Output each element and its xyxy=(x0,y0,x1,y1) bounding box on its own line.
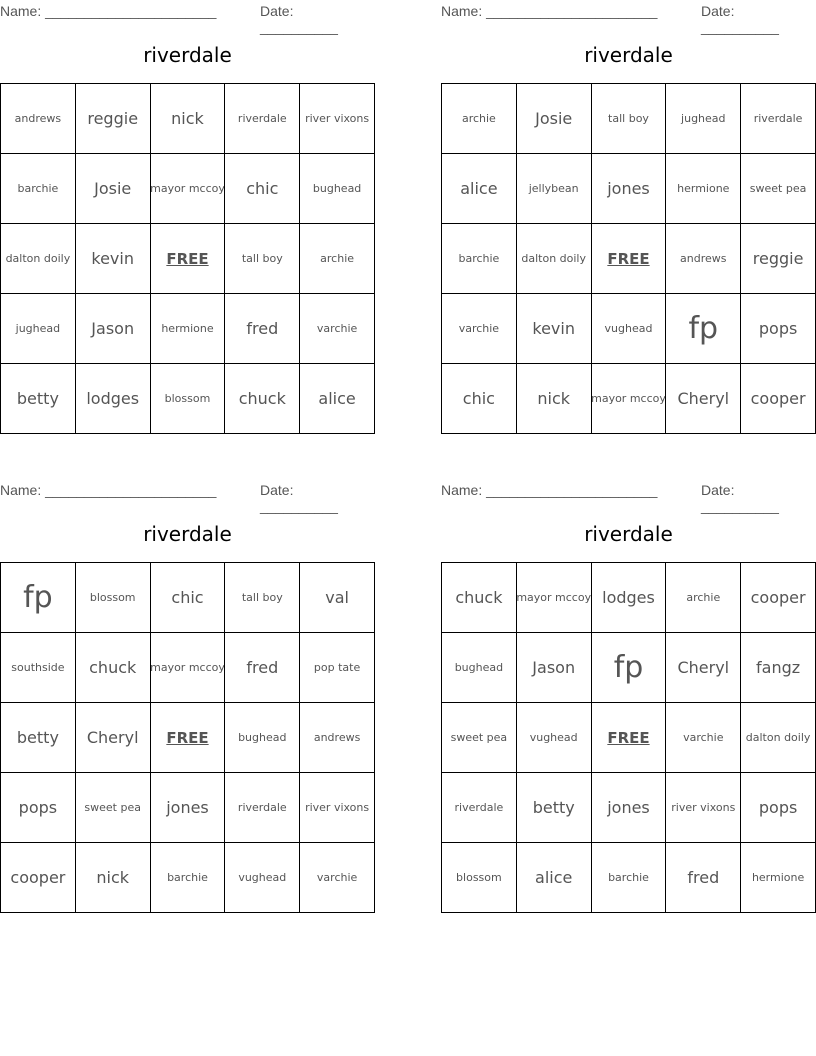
bingo-card-2 xyxy=(441,0,816,440)
date-field-label: Date: __________ xyxy=(701,3,779,35)
bingo-cell[interactable]: chuck xyxy=(225,364,300,434)
card-header xyxy=(0,479,375,514)
bingo-cell[interactable]: cooper xyxy=(741,364,816,434)
bingo-cell[interactable]: jones xyxy=(592,773,667,843)
bingo-cell[interactable]: sweet pea xyxy=(741,154,816,224)
bingo-cell[interactable]: lodges xyxy=(592,563,667,633)
bingo-cell[interactable]: dalton doily xyxy=(741,703,816,773)
bingo-cell[interactable]: tall boy xyxy=(592,84,667,154)
bingo-cell[interactable]: varchie xyxy=(300,843,375,913)
free-space-cell[interactable]: FREE xyxy=(151,224,226,294)
bingo-cell[interactable]: andrews xyxy=(1,84,76,154)
bingo-cell[interactable]: hermione xyxy=(666,154,741,224)
free-space-cell[interactable]: FREE xyxy=(592,224,667,294)
bingo-grid xyxy=(0,562,375,913)
bingo-cell[interactable]: riverdale xyxy=(225,84,300,154)
bingo-cell[interactable]: fred xyxy=(225,294,300,364)
bingo-cell[interactable]: alice xyxy=(442,154,517,224)
bingo-cell[interactable]: riverdale xyxy=(225,773,300,843)
bingo-cell[interactable]: betty xyxy=(517,773,592,843)
card-title: riverdale xyxy=(584,43,673,67)
bingo-card-3 xyxy=(0,479,375,919)
bingo-cell[interactable]: val xyxy=(300,563,375,633)
bingo-cell[interactable]: pops xyxy=(1,773,76,843)
bingo-cell[interactable]: nick xyxy=(151,84,226,154)
bingo-cell[interactable]: southside xyxy=(1,633,76,703)
bingo-cell[interactable]: mayor mccoy xyxy=(592,364,667,434)
bingo-cell[interactable]: Josie xyxy=(76,154,151,224)
bingo-cell[interactable]: lodges xyxy=(76,364,151,434)
bingo-cell[interactable]: cooper xyxy=(741,563,816,633)
bingo-cell[interactable]: tall boy xyxy=(225,224,300,294)
card-title: riverdale xyxy=(584,522,673,546)
card-title: riverdale xyxy=(143,522,232,546)
bingo-grid xyxy=(0,83,375,434)
name-field-label: Name: ______________________ xyxy=(0,482,217,498)
bingo-cell[interactable]: nick xyxy=(517,364,592,434)
free-space-cell[interactable]: FREE xyxy=(151,703,226,773)
bingo-cell[interactable]: river vixons xyxy=(300,773,375,843)
bingo-cell[interactable]: chic xyxy=(151,563,226,633)
bingo-cell[interactable]: bughead xyxy=(442,633,517,703)
date-field-label: Date: __________ xyxy=(260,482,338,514)
bingo-cell[interactable]: jughead xyxy=(1,294,76,364)
bingo-cell[interactable]: tall boy xyxy=(225,563,300,633)
bingo-cell[interactable]: betty xyxy=(1,703,76,773)
bingo-cell[interactable]: chuck xyxy=(442,563,517,633)
bingo-card-4 xyxy=(441,479,816,919)
bingo-cell[interactable]: nick xyxy=(76,843,151,913)
bingo-cell[interactable]: Cheryl xyxy=(666,364,741,434)
bingo-cell[interactable]: Cheryl xyxy=(666,633,741,703)
bingo-cell[interactable]: archie xyxy=(442,84,517,154)
bingo-cell[interactable]: reggie xyxy=(741,224,816,294)
bingo-cell[interactable]: dalton doily xyxy=(517,224,592,294)
bingo-cell[interactable]: vughead xyxy=(225,843,300,913)
bingo-cell[interactable]: chuck xyxy=(76,633,151,703)
bingo-cell[interactable]: varchie xyxy=(442,294,517,364)
bingo-cell[interactable]: chic xyxy=(225,154,300,224)
bingo-cell[interactable]: mayor mccoy xyxy=(151,633,226,703)
bingo-cell[interactable]: jones xyxy=(151,773,226,843)
bingo-cell[interactable]: fred xyxy=(225,633,300,703)
bingo-cell[interactable]: kevin xyxy=(517,294,592,364)
card-header xyxy=(0,0,375,35)
card-header xyxy=(441,0,816,35)
bingo-cell[interactable]: fp xyxy=(1,563,76,633)
bingo-cell[interactable]: alice xyxy=(300,364,375,434)
bingo-cell[interactable]: andrews xyxy=(666,224,741,294)
bingo-cell[interactable]: alice xyxy=(517,843,592,913)
bingo-cell[interactable]: barchie xyxy=(151,843,226,913)
bingo-cell[interactable]: chic xyxy=(442,364,517,434)
bingo-cell[interactable]: archie xyxy=(666,563,741,633)
bingo-grid xyxy=(441,83,816,434)
bingo-cell[interactable]: river vixons xyxy=(666,773,741,843)
bingo-cell[interactable]: jones xyxy=(592,154,667,224)
bingo-cell[interactable]: mayor mccoy xyxy=(151,154,226,224)
bingo-cell[interactable]: pop tate xyxy=(300,633,375,703)
bingo-cell[interactable]: blossom xyxy=(76,563,151,633)
bingo-cell[interactable]: fred xyxy=(666,843,741,913)
bingo-cell[interactable]: andrews xyxy=(300,703,375,773)
bingo-cell[interactable]: fp xyxy=(666,294,741,364)
bingo-cell[interactable]: mayor mccoy xyxy=(517,563,592,633)
bingo-cell[interactable]: pops xyxy=(741,294,816,364)
bingo-cell[interactable]: varchie xyxy=(300,294,375,364)
bingo-cell[interactable]: varchie xyxy=(666,703,741,773)
bingo-cell[interactable]: fangz xyxy=(741,633,816,703)
bingo-cell[interactable]: vughead xyxy=(592,294,667,364)
bingo-cell[interactable]: bughead xyxy=(225,703,300,773)
bingo-cell[interactable]: blossom xyxy=(442,843,517,913)
bingo-cell[interactable]: Jason xyxy=(76,294,151,364)
bingo-cell[interactable]: hermione xyxy=(151,294,226,364)
name-field-label: Name: ______________________ xyxy=(441,482,658,498)
bingo-cell[interactable]: dalton doily xyxy=(1,224,76,294)
bingo-cell[interactable]: barchie xyxy=(442,224,517,294)
bingo-cell[interactable]: archie xyxy=(300,224,375,294)
bingo-cell[interactable]: jughead xyxy=(666,84,741,154)
bingo-cell[interactable]: Josie xyxy=(517,84,592,154)
bingo-cell[interactable]: bughead xyxy=(300,154,375,224)
free-space-cell[interactable]: FREE xyxy=(592,703,667,773)
bingo-cell[interactable]: reggie xyxy=(76,84,151,154)
bingo-cell[interactable]: sweet pea xyxy=(76,773,151,843)
bingo-cell[interactable]: betty xyxy=(1,364,76,434)
bingo-cell[interactable]: blossom xyxy=(151,364,226,434)
bingo-cell[interactable]: barchie xyxy=(1,154,76,224)
name-field-label: Name: ______________________ xyxy=(441,3,658,19)
bingo-cell[interactable]: cooper xyxy=(1,843,76,913)
bingo-grid xyxy=(441,562,816,913)
name-field-label: Name: ______________________ xyxy=(0,3,217,19)
bingo-cell[interactable]: riverdale xyxy=(741,84,816,154)
bingo-cell[interactable]: Cheryl xyxy=(76,703,151,773)
bingo-cell[interactable]: jellybean xyxy=(517,154,592,224)
bingo-cell[interactable]: kevin xyxy=(76,224,151,294)
bingo-cell[interactable]: Jason xyxy=(517,633,592,703)
bingo-cell[interactable]: fp xyxy=(592,633,667,703)
bingo-cell[interactable]: pops xyxy=(741,773,816,843)
bingo-cell[interactable]: hermione xyxy=(741,843,816,913)
card-title: riverdale xyxy=(143,43,232,67)
bingo-card-1 xyxy=(0,0,375,440)
bingo-cell[interactable]: sweet pea xyxy=(442,703,517,773)
bingo-cell[interactable]: vughead xyxy=(517,703,592,773)
card-header xyxy=(441,479,816,514)
date-field-label: Date: __________ xyxy=(260,3,338,35)
bingo-cell[interactable]: river vixons xyxy=(300,84,375,154)
date-field-label: Date: __________ xyxy=(701,482,779,514)
bingo-cell[interactable]: barchie xyxy=(592,843,667,913)
bingo-cell[interactable]: riverdale xyxy=(442,773,517,843)
